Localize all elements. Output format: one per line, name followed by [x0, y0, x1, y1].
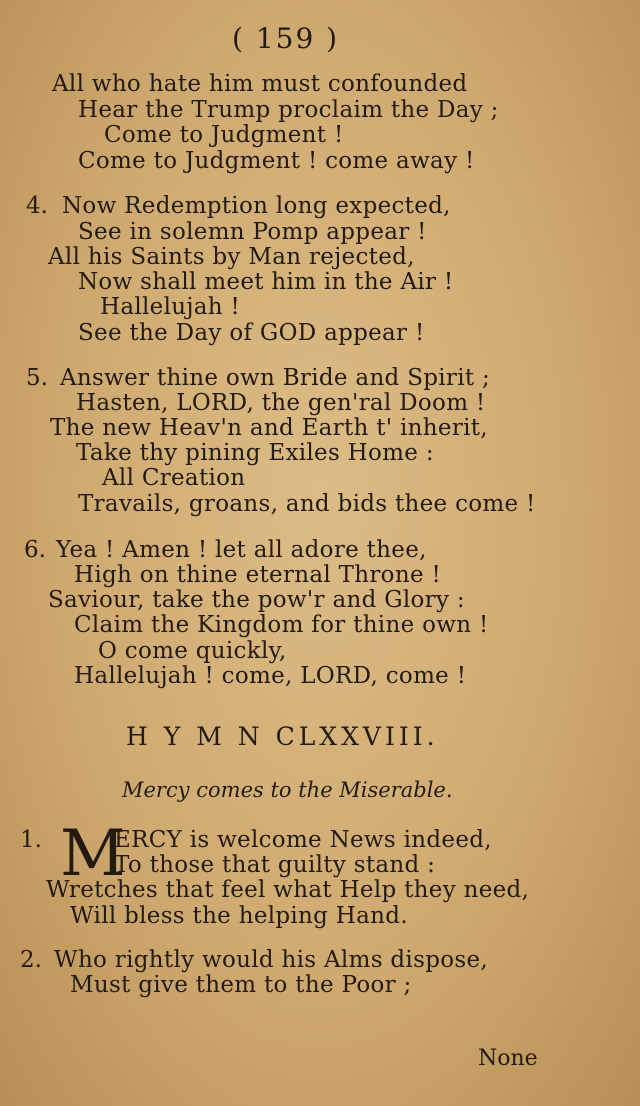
drop-cap: M — [60, 817, 126, 891]
catchword: None — [478, 1046, 538, 1071]
verse-line: Take thy pining Exiles Home : — [76, 440, 434, 466]
page-number: ( 159 ) — [232, 22, 340, 55]
stanza-number: 2. — [20, 947, 42, 973]
verse-line: Answer thine own Bride and Spirit ; — [60, 365, 491, 391]
verse-line: Will bless the helping Hand. — [70, 903, 408, 929]
verse-line: ERCY is welcome News indeed, — [114, 827, 492, 853]
verse-line: Who rightly would his Alms dispose, — [54, 947, 488, 973]
verse-line: Must give them to the Poor ; — [70, 972, 412, 998]
verse-line: Wretches that feel what Help they need, — [46, 877, 530, 903]
stanza-number: 4. — [26, 193, 48, 219]
verse-line: Yea ! Amen ! let all adore thee, — [56, 537, 427, 563]
verse-line: All Creation — [102, 465, 246, 491]
verse-line: Hasten, LORD, the gen'ral Doom ! — [76, 390, 486, 416]
hymn-title: H Y M N CLXXVIII. — [126, 722, 439, 751]
stanza-number: 1. — [20, 827, 42, 853]
stanza-number: 6. — [24, 537, 46, 563]
verse-line: Saviour, take the pow'r and Glory : — [48, 587, 465, 613]
verse-line: See in solemn Pomp appear ! — [78, 219, 427, 245]
verse-line: Now Redemption long expected, — [62, 193, 451, 219]
verse-line: Hear the Trump proclaim the Day ; — [78, 97, 499, 123]
verse-line: See the Day of GOD appear ! — [78, 320, 425, 346]
verse-line: Claim the Kingdom for thine own ! — [74, 612, 489, 638]
stanza-number: 5. — [26, 365, 48, 391]
verse-line: High on thine eternal Throne ! — [74, 562, 442, 588]
verse-line: All his Saints by Man rejected, — [48, 244, 415, 270]
verse-line: Travails, groans, and bids thee come ! — [78, 491, 536, 517]
verse-line: To those that guilty stand : — [114, 852, 436, 878]
verse-line: Come to Judgment ! — [104, 122, 344, 148]
verse-line: Hallelujah ! come, LORD, come ! — [74, 663, 467, 689]
verse-line: The new Heav'n and Earth t' inherit, — [50, 415, 488, 441]
verse-line: Now shall meet him in the Air ! — [78, 269, 454, 295]
verse-line: All who hate him must confounded — [52, 71, 468, 97]
hymn-subtitle: Mercy comes to the Miserable. — [122, 778, 453, 802]
verse-line: Come to Judgment ! come away ! — [78, 148, 475, 174]
verse-line: Hallelujah ! — [100, 294, 241, 320]
verse-line: O come quickly, — [98, 638, 287, 664]
